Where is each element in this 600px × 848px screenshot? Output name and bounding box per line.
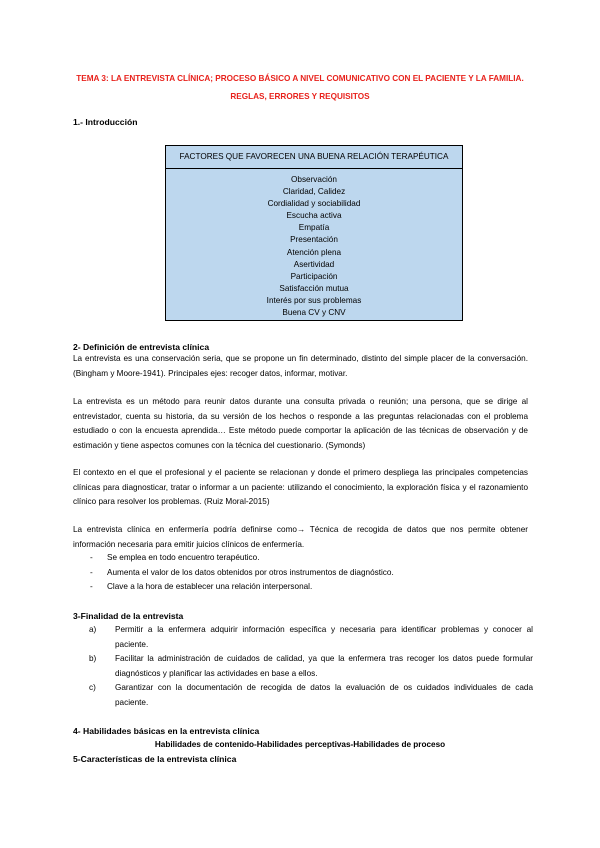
list-item-text: Garantizar con la documentación de recogida de datos la evaluación de os cuidados individuales de cada paciente. — [115, 683, 533, 707]
list-item — [73, 566, 533, 581]
list-item — [73, 551, 533, 566]
list-item-text: Facilitar la administración de cuidados de calidad, ya que la enfermera tras recoger los datos puede formular diagnósticos y planificar las actividades en base a ellos. — [115, 654, 533, 678]
factors-table — [165, 145, 463, 321]
factor-item: Buena CV y CNV — [282, 308, 346, 318]
section-heading-purpose: 3-Finalidad de la entrevista — [73, 611, 184, 621]
list-item — [73, 623, 533, 652]
factor-item: Empatía — [298, 223, 330, 233]
list-marker: a) — [89, 625, 97, 634]
skills-line: Habilidades de contenido-Habilidades perceptivas-Habilidades de proceso — [154, 740, 446, 749]
definition-paragraph-2: La entrevista es un método para reunir datos durante una consulta privada o reunión; una persona, que se dirige al entrevistador, cuenta su historia, da su versión de los hechos o responde a las preguntas relacionadas con el problema estudiado o con la encuesta aprendida… Este método puede comportar la aplicación de las técnicas de observación y de estimación y tiene aspectos comunes con la técnica del cuestionario. (Symonds) — [73, 397, 528, 450]
definition-paragraph-3: El contexto en el que el profesional y el paciente se relacionan y donde el primero despliega las principales competencias clínicas para diagnosticar, tratar o informar a un paciente: utilizando el conocimiento, la exploración física y el razonamiento clínico para resolver los problemas. (Ruiz Moral-2015) — [73, 468, 528, 506]
list-item-text: Permitir a la enfermera adquirir información específica y necesaria para identificar problemas y conocer al paciente. — [115, 625, 533, 649]
section-heading-skills: 4- Habilidades básicas en la entrevista clínica — [73, 726, 260, 736]
definition-paragraph-1: La entrevista es una conservación seria, que se propone un fin determinado, distinto del simple placer de la conversación. (Bingham y Moore-1941). Principales ejes: recoger datos, informar, motivar. — [73, 354, 528, 378]
section-heading-introduction: 1.- Introducción — [73, 117, 138, 127]
factor-item: Claridad, Calidez — [282, 187, 346, 197]
factors-table-header: FACTORES QUE FAVORECEN UNA BUENA RELACIÓN TERAPÉUTICA — [166, 146, 462, 169]
factor-item: Escucha activa — [286, 211, 342, 221]
list-item — [73, 652, 533, 681]
factor-item: Satisfacción mutua — [279, 283, 349, 293]
section-heading-characteristics: 5-Características de la entrevista clínica — [73, 754, 237, 764]
title-line-2: REGLAS, ERRORES Y REQUISITOS — [230, 92, 370, 101]
section-heading-definition: 2- Definición de entrevista clínica — [73, 342, 210, 352]
factor-item: Cordialidad y sociabilidad — [267, 199, 361, 209]
factors-list — [166, 169, 462, 319]
dash-marker: - — [90, 582, 93, 591]
factor-item: Atención plena — [286, 247, 342, 257]
dash-marker: - — [90, 553, 93, 562]
definition-paragraph-4: La entrevista clínica en enfermería podría definirse como→ Técnica de recogida de datos que nos permite obtener información necesaria para emitir juicios clínicos de enfermería. — [73, 525, 528, 549]
definition-bullet-list — [73, 551, 533, 595]
list-marker: b) — [89, 654, 97, 663]
list-marker: c) — [89, 683, 96, 692]
document-title — [60, 70, 540, 106]
factor-item: Participación — [290, 271, 338, 281]
factor-item: Asertividad — [293, 259, 335, 269]
factor-item: Observación — [291, 175, 337, 184]
purpose-list — [73, 623, 533, 710]
list-item-text: Aumenta el valor de los datos obtenidos por otros instrumentos de diagnóstico. — [107, 567, 394, 577]
factor-item: Interés por sus problemas — [266, 295, 362, 305]
dash-marker: - — [90, 567, 93, 577]
list-item-text: Clave a la hora de establecer una relación interpersonal. — [107, 582, 313, 591]
list-item-text: Se emplea en todo encuentro terapéutico. — [107, 553, 260, 562]
factor-item: Presentación — [290, 235, 338, 245]
list-item — [73, 580, 533, 595]
title-line-1: TEMA 3: LA ENTREVISTA CLÍNICA; PROCESO BÁSICO A NIVEL COMUNICATIVO CON EL PACIENTE Y LA FAMILIA. — [76, 74, 524, 83]
list-item — [73, 681, 533, 710]
